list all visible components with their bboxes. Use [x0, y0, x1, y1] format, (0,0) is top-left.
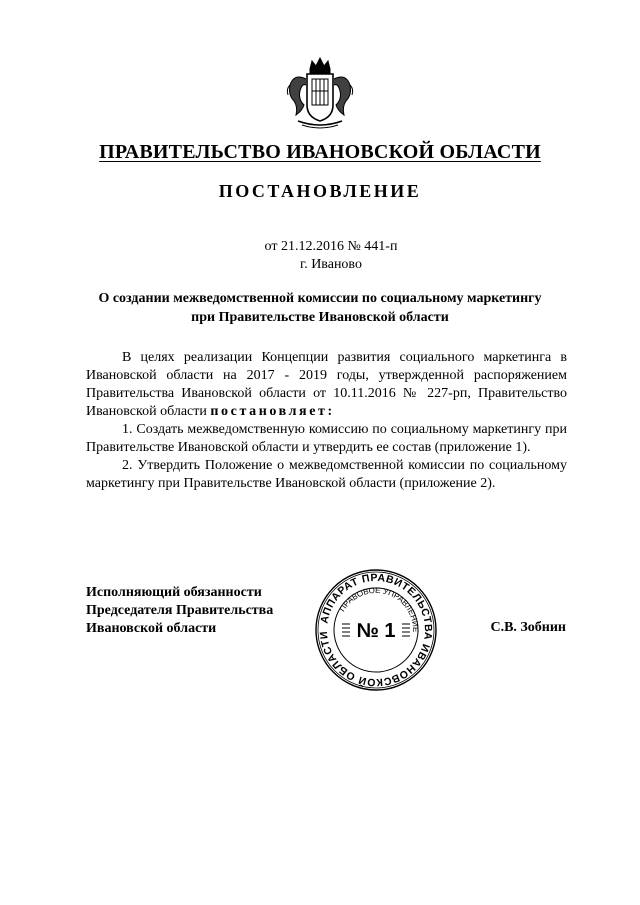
subject-line-2: при Правительстве Ивановской области	[191, 310, 449, 325]
stamp-ring-text: АППАРАТ ПРАВИТЕЛЬСТВА ИВАНОВСКОЙ ОБЛАСТИ	[317, 571, 435, 689]
document-body	[86, 349, 567, 493]
document-subject	[60, 289, 580, 327]
stamp-inner-text: ПРАВОВОЕ УПРАВЛЕНИЕ	[337, 585, 421, 633]
item-2: 2. Утвердить Положение о межведомственной комиссии по социальному маркетингу при Правительстве Ивановской области (приложение 2).	[86, 458, 567, 491]
subject-line-1: О создании межведомственной комиссии по социальному маркетингу	[98, 291, 542, 306]
signer-position: Исполняющий обязанности Председателя Правительства Ивановской области	[86, 585, 274, 636]
item-1: 1. Создать межведомственную комиссию по социальному маркетингу при Правительстве Ивановской области и утвердить ее состав (приложение 1).	[86, 422, 567, 455]
government-title: ПРАВИТЕЛЬСТВО ИВАНОВСКОЙ ОБЛАСТИ	[99, 141, 541, 163]
decree-word: постановляет	[210, 404, 328, 419]
coat-of-arms-icon	[284, 55, 356, 130]
document-type: ПОСТАНОВЛЕНИЕ	[218, 181, 422, 201]
signer-name: С.В. Зобнин	[490, 620, 566, 635]
date-number: от 21.12.2016 № 441-п	[264, 239, 398, 254]
city: г. Иваново	[300, 257, 362, 272]
intro-paragraph: В целях реализации Концепции развития социального маркетинга в Ивановской области на 2017 - 2019 годы, утвержденной распоряжением Правительства Ивановской области от 10.11.2016 № 227-рп, Правительство Ивановской области постановляет:	[86, 350, 567, 419]
document-meta	[0, 238, 640, 274]
stamp-number: № 1	[356, 620, 396, 642]
official-stamp	[312, 566, 440, 694]
